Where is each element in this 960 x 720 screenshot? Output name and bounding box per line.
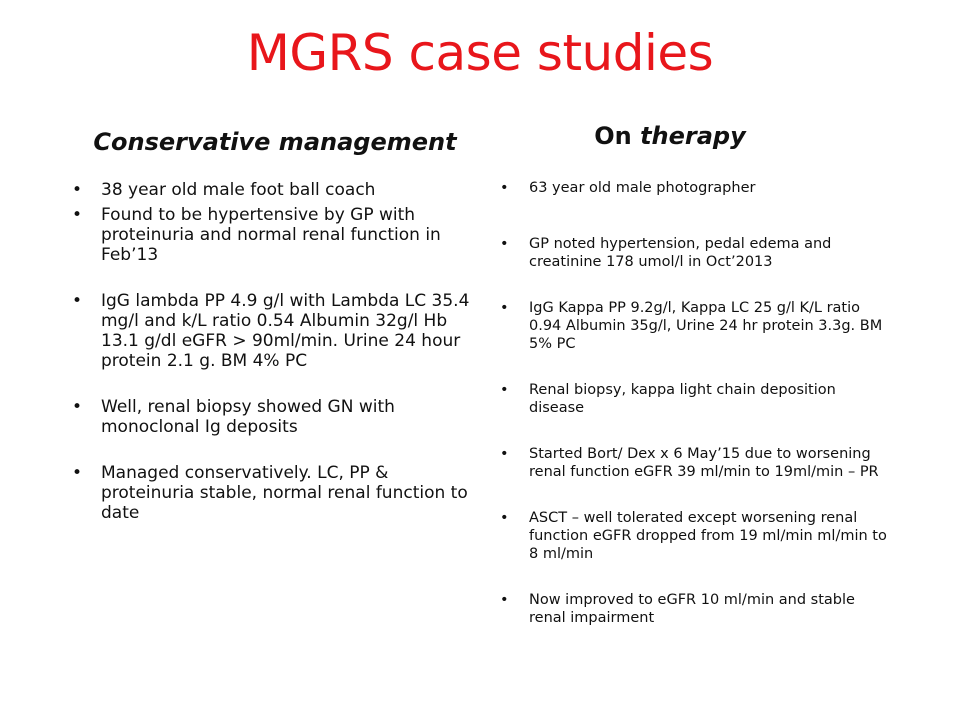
left-bullet-item: • Managed conservatively. LC, PP & proteinuria stable, normal renal function to date [72,463,472,523]
right-bullet-item: • Now improved to eGFR 10 ml/min and stable renal impairment [500,591,895,627]
right-bullet-item: • IgG Kappa PP 9.2g/l, Kappa LC 25 g/l K/L ratio 0.94 Albumin 35g/l, Urine 24 hr protein 3.3g. BM 5% PC [500,299,895,353]
right-bullet-item: • Started Bort/ Dex x 6 May’15 due to worsening renal function eGFR 39 ml/min to 19ml/min – PR [500,445,895,481]
right-heading-prefix: On [594,122,641,150]
right-bullet-item: • GP noted hypertension, pedal edema and creatinine 178 umol/l in Oct’2013 [500,235,895,271]
left-bullet-item: • 38 year old male foot ball coach [72,180,472,200]
right-bullet-item: • 63 year old male photographer [500,179,895,197]
right-bullet-list [500,179,895,627]
left-bullet-list [72,180,472,523]
right-heading-emphasis: therapy [640,122,746,150]
slide-title: MGRS case studies [246,24,714,82]
left-column-heading: Conservative management [93,128,457,156]
right-column-heading [490,122,850,150]
right-bullet-item: • Renal biopsy, kappa light chain deposition disease [500,381,895,417]
left-bullet-item: • Well, renal biopsy showed GN with monoclonal Ig deposits [72,397,472,437]
left-bullet-item: • IgG lambda PP 4.9 g/l with Lambda LC 35.4 mg/l and k/L ratio 0.54 Albumin 32g/l Hb 13.1 g/dl eGFR > 90ml/min. Urine 24 hour protein 2.1 g. BM 4% PC [72,291,472,371]
left-bullet-item: • Found to be hypertensive by GP with proteinuria and normal renal function in Feb’13 [72,205,472,265]
right-bullet-item: • ASCT – well tolerated except worsening renal function eGFR dropped from 19 ml/min ml/min to 8 ml/min [500,509,895,563]
